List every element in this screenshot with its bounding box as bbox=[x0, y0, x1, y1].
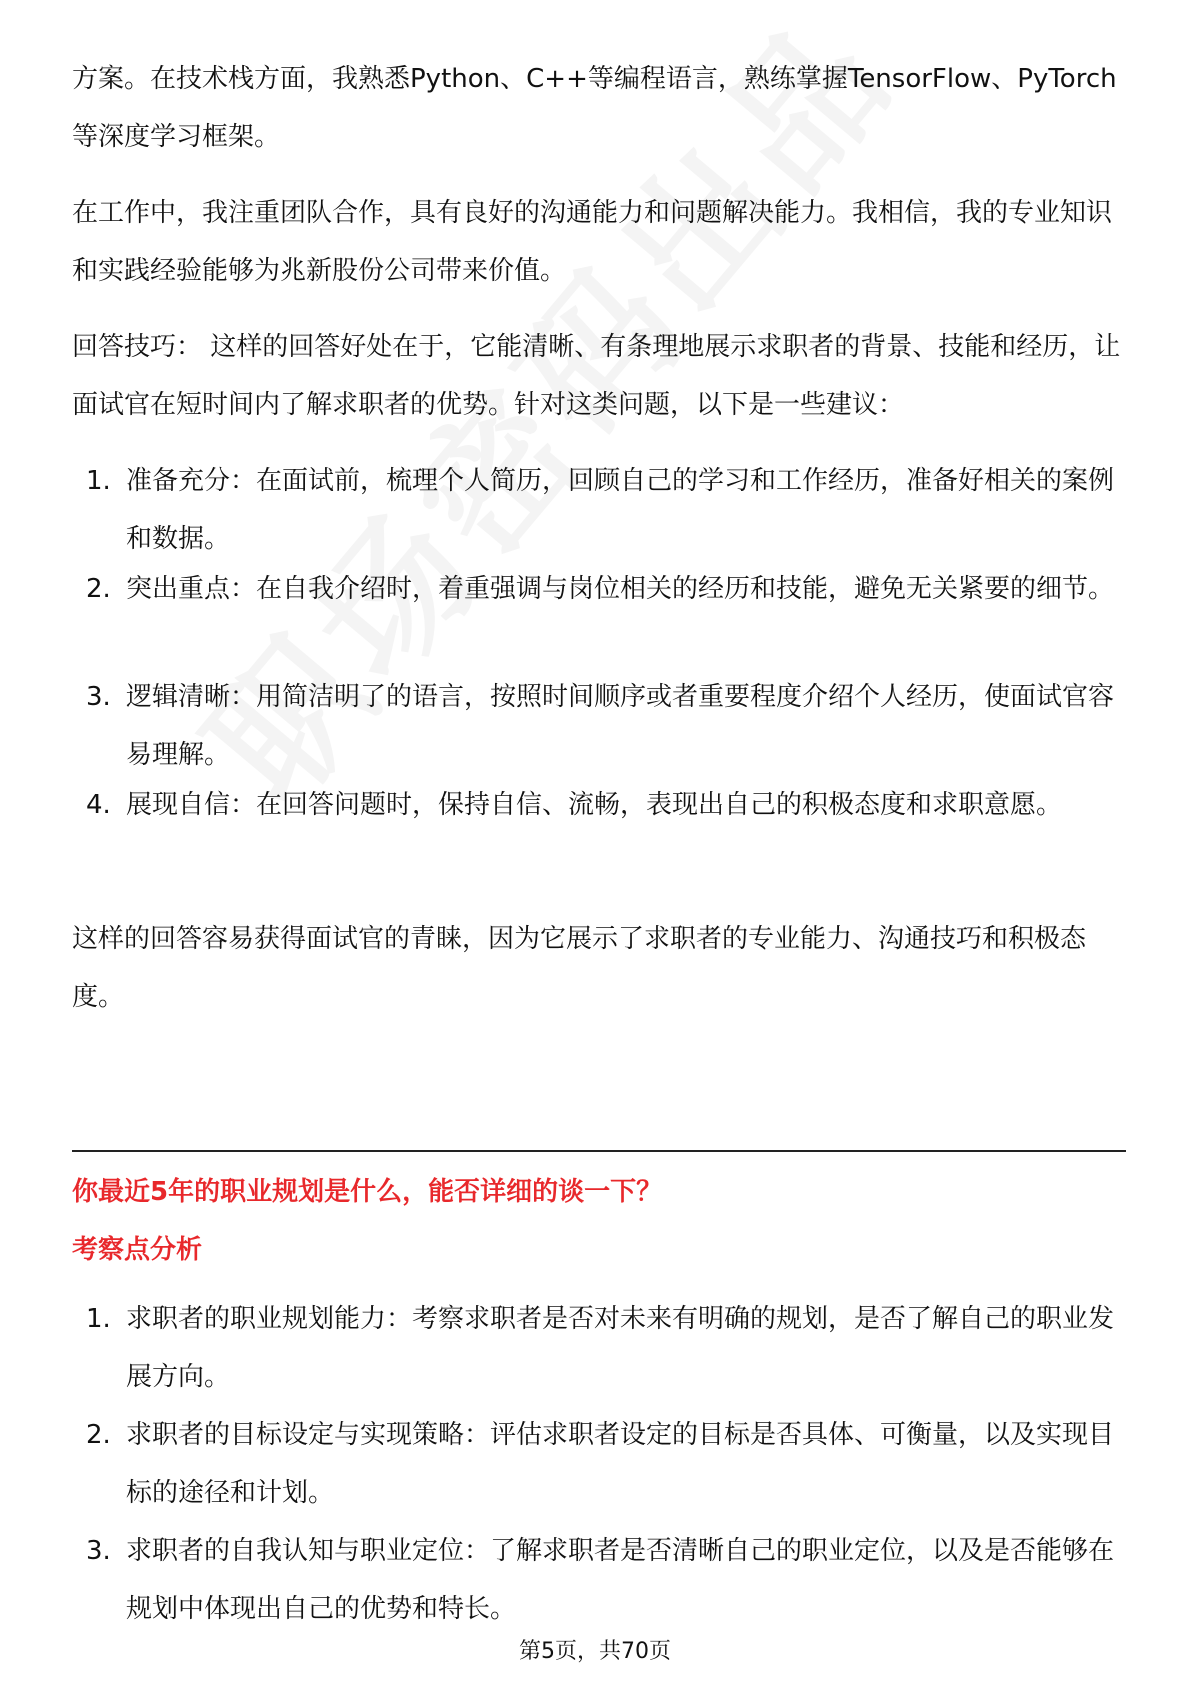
intro-paragraph-tech-stack: 方案。在技术栈方面，我熟悉Python、C++等编程语言，熟练掌握TensorFlow、PyTorch等深度学习框架。 bbox=[72, 64, 1117, 152]
analysis-point-text: 求职者的职业规划能力：考察求职者是否对未来有明确的规划，是否了解自己的职业发展方向。 bbox=[126, 1304, 1115, 1392]
analysis-point bbox=[86, 1522, 1116, 1638]
analysis-point-text: 求职者的自我认知与职业定位：了解求职者是否清晰自己的职业定位，以及是否能够在规划中体现出自己的优势和特长。 bbox=[126, 1536, 1115, 1624]
tip-item bbox=[86, 452, 1116, 568]
tip-text: 突出重点：在自我介绍时，着重强调与岗位相关的经历和技能，避免无关紧要的细节。 bbox=[126, 574, 1115, 604]
analysis-heading: 考察点分析 bbox=[72, 1235, 203, 1265]
tip-item bbox=[86, 560, 1116, 618]
tip-item bbox=[86, 776, 1116, 834]
intro-paragraph-teamwork: 在工作中，我注重团队合作，具有良好的沟通能力和问题解决能力。我相信，我的专业知识和实践经验能够为兆新股份公司带来价值。 bbox=[72, 198, 1113, 286]
tip-text: 展现自信：在回答问题时，保持自信、流畅，表现出自己的积极态度和求职意愿。 bbox=[126, 790, 1063, 820]
tip-number: 2. bbox=[86, 574, 111, 604]
tip-number: 1. bbox=[86, 466, 111, 496]
analysis-point-text: 求职者的目标设定与实现策略：评估求职者设定的目标是否具体、可衡量，以及实现目标的途径和计划。 bbox=[126, 1420, 1115, 1508]
analysis-point-number: 2. bbox=[86, 1420, 111, 1450]
analysis-point-number: 3. bbox=[86, 1536, 111, 1566]
analysis-point bbox=[86, 1290, 1116, 1406]
analysis-point-number: 1. bbox=[86, 1304, 111, 1334]
page-number-footer: 第5页，共70页 bbox=[519, 1639, 671, 1664]
tip-number: 3. bbox=[86, 682, 111, 712]
conclusion-paragraph: 这样的回答容易获得面试官的青睐，因为它展示了求职者的专业能力、沟通技巧和积极态度。 bbox=[72, 924, 1087, 1012]
analysis-point bbox=[86, 1406, 1116, 1522]
tip-number: 4. bbox=[86, 790, 111, 820]
intro-paragraph-answer-tips: 回答技巧： 这样的回答好处在于，它能清晰、有条理地展示求职者的背景、技能和经历，让面试官在短时间内了解求职者的优势。针对这类问题，以下是一些建议： bbox=[72, 332, 1121, 420]
tip-item bbox=[86, 668, 1116, 784]
tip-text: 逻辑清晰：用简洁明了的语言，按照时间顺序或者重要程度介绍个人经历，使面试官容易理解。 bbox=[126, 682, 1115, 770]
question-title: 你最近5年的职业规划是什么，能否详细的谈一下？ bbox=[72, 1177, 663, 1207]
tip-text: 准备充分：在面试前，梳理个人简历，回顾自己的学习和工作经历，准备好相关的案例和数据。 bbox=[126, 466, 1115, 554]
section-divider bbox=[72, 1150, 1126, 1152]
